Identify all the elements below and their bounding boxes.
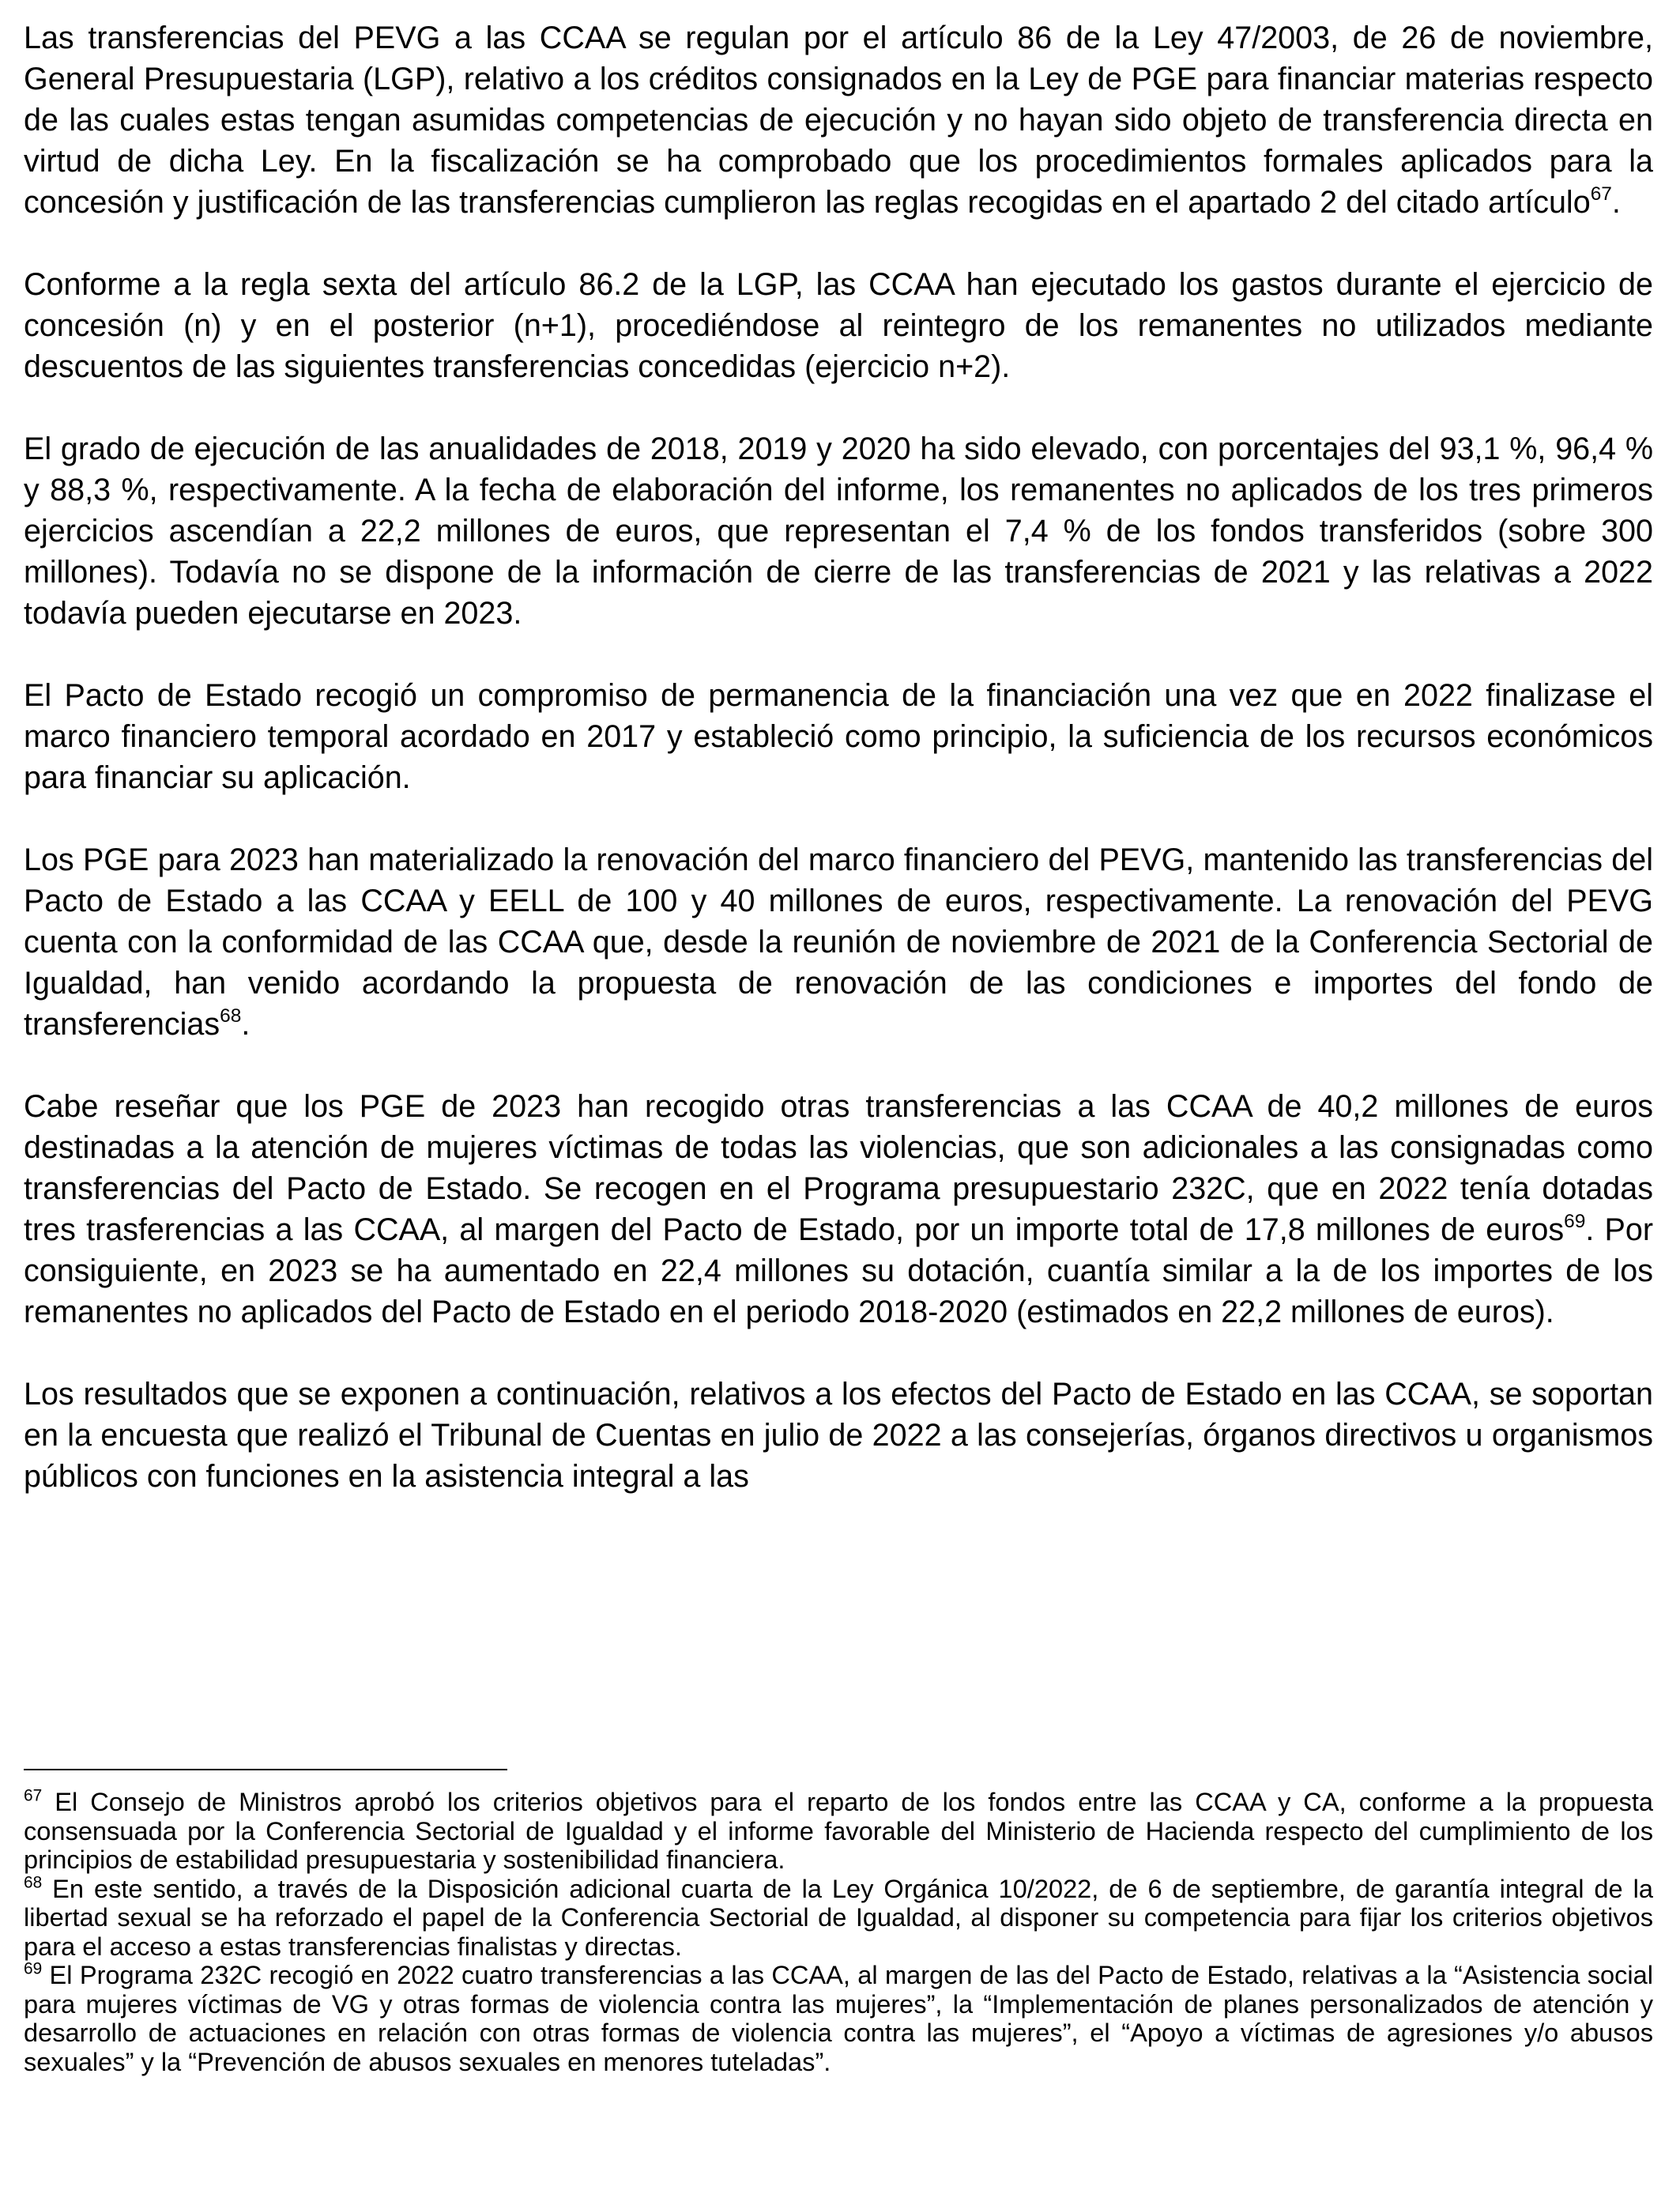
footnote-text: El Consejo de Ministros aprobó los criterios objetivos para el reparto de los fondos entre las CCAA y CA, conforme a la propuesta consensuada por la Conferencia Sectorial de Igualdad y el informe favorable del Ministerio de Hacienda respecto del cumplimiento de los principios de estabilidad presupuestaria y sostenibilidad financiera. — [24, 1787, 1653, 1874]
paragraph-text: Las transferencias del PEVG a las CCAA se regulan por el artículo 86 de la Ley 47/2003, de 26 de noviembre, General Presupuestaria (LGP), relativo a los créditos consignados en la Ley de PGE para financiar materias respecto de las cuales estas tengan asumidas competencias de ejecución y no hayan sido objeto de transferencia directa en virtud de dicha Ley. En la fiscalización se ha comprobado que los procedimientos formales aplicados para la concesión y justificación de las transferencias cumplieron las reglas recogidas en el apartado 2 del citado artículo — [24, 21, 1653, 220]
paragraph-text: . — [241, 1007, 250, 1042]
footnote-ref-67[interactable]: 67 — [1590, 183, 1612, 205]
paragraph-6 — [24, 1086, 1653, 1333]
footnote-number: 69 — [24, 1959, 43, 1978]
footnote-67 — [24, 1788, 1653, 1875]
footnote-separator — [24, 1769, 507, 1770]
paragraph-1 — [24, 17, 1653, 223]
paragraph-2 — [24, 264, 1653, 387]
footnote-text: El Programa 232C recogió en 2022 cuatro transferencias a las CCAA, al margen de las del Pacto de Estado, relativas a la “Asistencia social para mujeres víctimas de VG y otras formas de violencia contra las mujeres”, la “Implementación de planes personalizados de atención y desarrollo de actuaciones en relación con otras formas de violencia contra las mujeres”, el “Apoyo a víctimas de agresiones y/o abusos sexuales” y la “Prevención de abusos sexuales en menores tuteladas”. — [24, 1960, 1653, 2076]
paragraph-text: El Pacto de Estado recogió un compromiso de permanencia de la financiación una vez que en 2022 finalizase el marco financiero temporal acordado en 2017 y estableció como principio, la suficiencia de los recursos económicos para financiar su aplicación. — [24, 678, 1653, 795]
paragraph-text: Cabe reseñar que los PGE de 2023 han recogido otras transferencias a las CCAA de 40,2 millones de euros destinadas a la atención de mujeres víctimas de todas las violencias, que son adicionales a las consignadas como transferencias del Pacto de Estado. Se recogen en el Programa presupuestario 232C, que en 2022 tenía dotadas tres trasferencias a las CCAA, al margen del Pacto de Estado, por un importe total de 17,8 millones de euros — [24, 1089, 1653, 1247]
paragraph-text: Conforme a la regla sexta del artículo 86.2 de la LGP, las CCAA han ejecutado los gastos durante el ejercicio de concesión (n) y en el posterior (n+1), procediéndose al reintegro de los remanentes no utilizados mediante descuentos de las siguientes transferencias concedidas (ejercicio n+2). — [24, 267, 1653, 384]
paragraph-5 — [24, 839, 1653, 1045]
paragraph-text: El grado de ejecución de las anualidades de 2018, 2019 y 2020 ha sido elevado, con porcentajes del 93,1 %, 96,4 % y 88,3 %, respectivamente. A la fecha de elaboración del informe, los remanentes no aplicados de los tres primeros ejercicios ascendían a 22,2 millones de euros, que representan el 7,4 % de los fondos transferidos (sobre 300 millones). Todavía no se dispone de la información de cierre de las transferencias de 2021 y las relativas a 2022 todavía pueden ejecutarse en 2023. — [24, 432, 1653, 631]
paragraph-3 — [24, 428, 1653, 634]
paragraph-text: . Por consiguiente, en 2023 se ha aumentado en 22,4 millones su dotación, cuantía similar a la de los importes de los remanentes no aplicados del Pacto de Estado en el periodo 2018-2020 (estimados en 22,2 millones de euros). — [24, 1212, 1654, 1329]
paragraph-7 — [24, 1374, 1653, 1497]
footnote-68 — [24, 1872, 1653, 1962]
footnote-ref-68[interactable]: 68 — [220, 1005, 242, 1027]
paragraph-text: Los PGE para 2023 han materializado la renovación del marco financiero del PEVG, mantenido las transferencias del Pacto de Estado a las CCAA y EELL de 100 y 40 millones de euros, respectivamente. La renovación del PEVG cuenta con la conformidad de las CCAA que, desde la reunión de noviembre de 2021 de la Conferencia Sectorial de Igualdad, han venido acordando la propuesta de renovación de las condiciones e importes del fondo de transferencias — [24, 843, 1653, 1042]
footnote-number: 68 — [24, 1872, 43, 1891]
footnotes — [24, 1788, 1653, 2076]
paragraph-text: . — [1611, 185, 1621, 220]
footnote-text: En este sentido, a través de la Disposición adicional cuarta de la Ley Orgánica 10/2022, de 6 de septiembre, de garantía integral de la libertad sexual se ha reforzado el papel de la Conferencia Sectorial de Igualdad, al disponer su competencia para fijar los criterios objetivos para el acceso a estas transferencias finalistas y directas. — [24, 1873, 1653, 1961]
footnote-ref-69[interactable]: 69 — [1564, 1211, 1586, 1233]
paragraph-4 — [24, 675, 1653, 798]
footnote-number: 67 — [24, 1786, 43, 1805]
body-text — [24, 17, 1653, 1538]
footnote-69 — [24, 1961, 1653, 2076]
paragraph-text: Los resultados que se exponen a continuación, relativos a los efectos del Pacto de Estado en las CCAA, se soportan en la encuesta que realizó el Tribunal de Cuentas en julio de 2022 a las consejerías, órganos directivos u organismos públicos con funciones en la asistencia integral a las — [24, 1377, 1653, 1494]
